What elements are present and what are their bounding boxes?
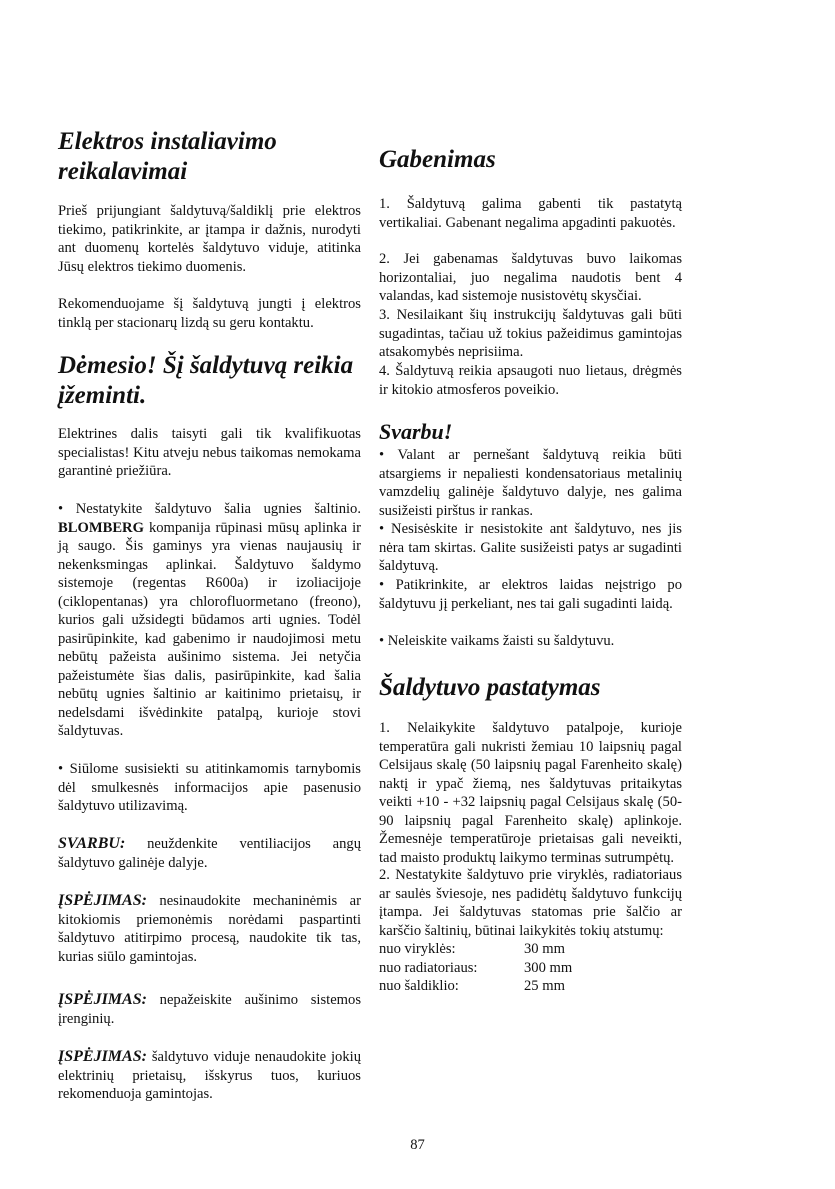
note-ispejimas-3-label: ĮSPĖJIMAS: [58, 1048, 147, 1065]
important-item-1: • Valant ar pernešant šaldytuvą reikia būti atsargiems ir nepaliesti kondensatoriaus metalinių vamzdelių galinėje šaldytuvo dalyje, nes galima susižeisti pirštus ir rankas. [379, 447, 682, 519]
placement-item-1: 1. Nelaikykite šaldytuvo patalpoje, kurioje temperatūra gali nukristi žemiau 10 laipsnių pagal Celsijaus skalę (50 laipsnių pagal Farenheito skalę) naktį ir ypač žiemą, nes šaldytuvas pritaikytas veikti +10 - +32 laipsnių pagal Celsijaus skalę (50-90 laipsnių pagal Farenheito skalę) aplinkoje. Žemesnėje temperatūroje prietaisas gali neveikti, tad maisto produktų laikymo terminas sutrumpėtų. [379, 720, 682, 866]
page-number: 87 [410, 1137, 425, 1153]
important-item-3: • Patikrinkite, ar elektros laidas neįstrigo po šaldytuvu jį perkeliant, nes tai gali sugadinti laidą. [379, 577, 682, 612]
note-svarbu [58, 835, 361, 872]
distance-list [379, 940, 682, 996]
brand-name: BLOMBERG [58, 519, 144, 536]
section-title-important: Svarbu! [379, 419, 453, 444]
section-title-placement: Šaldytuvo pastatymas [379, 674, 601, 701]
bullet-fire-source-continued: kompanija rūpinasi mūsų aplinka ir ją saugo. Šis gaminys yra vienas naujausių ir nekenksmingas aplinkai. Šaldytuvo šaldymo sistemoje (regentas R600a) ir izoliacijoje (ciklopentanas) yra chlorofluormetano (freono), kurios gali užsidegti būdamos arti ugnies. Todėl pasirūpinkite, kad gabenimo ir naudojimosi metu nebūtų pažeista aušinimo sistema. Jei netyčia pažeistumėte šias dalis, pasirūpinkite, kad šalia nebūtų ugnies šaltinio ar kaitinimo prietaisų, ir nedelsdami išvėdinkite patalpą, kurioje stovi šaldytuvas. [58, 519, 361, 739]
distance-row [379, 977, 682, 996]
note-svarbu-label: SVARBU: [58, 835, 126, 852]
note-ispejimas-1-label: ĮSPĖJIMAS: [58, 892, 147, 909]
note-ispejimas-2-label: ĮSPĖJIMAS: [58, 991, 147, 1008]
bullet-fire-source [58, 500, 361, 741]
distance-label: nuo viryklės: [379, 941, 456, 957]
important-item-2: • Nesisėskite ir nesistokite ant šaldytuvo, nes jis nėra tam skirtas. Galite susižeisti patys ar sugadinti šaldytuvą. [379, 521, 682, 574]
note-ispejimas-3 [58, 1048, 361, 1104]
transport-item-3: 3. Nesilaikant šių instrukcijų šaldytuvas gali būti sugadintas, tačiau už tokius pažeidimus gamintojas atsakomybės neprisiima. [379, 307, 682, 360]
distance-row [379, 959, 682, 978]
distance-label: nuo radiatoriaus: [379, 959, 478, 976]
important-item-4: • Neleiskite vaikams žaisti su šaldytuvu. [379, 633, 615, 649]
bullet-fire-source-text: • Nestatykite šaldytuvo šalia ugnies šaltinio. [58, 501, 361, 517]
distance-label: nuo šaldiklio: [379, 978, 459, 994]
paragraph-repair: Elektrines dalis taisyti gali tik kvalifikuotas specialistas! Kitu atveju nebus taikomas nemokama garantinė priežiūra. [58, 426, 361, 479]
paragraph-intro: Prieš prijungiant šaldytuvą/šaldiklį prie elektros tiekimo, patikrinkite, ar įtampa ir dažnis, nurodyti ant duomenų kortelės šaldytuvo viduje, atitinka Jūsų elektros tiekimo duomenis. [58, 203, 361, 275]
section-title-grounding-warning: Dėmesio! Šį šaldytuvą reikia įžeminti. [58, 352, 354, 409]
paragraph-recommendation: Rekomenduojame šį šaldytuvą jungti į elektros tinklą per stacionarų lizdą su geru kontaktu. [58, 296, 361, 331]
section-title-transport: Gabenimas [379, 146, 496, 173]
bullet-disposal: • Siūlome susisiekti su atitinkamomis tarnybomis dėl smulkesnės informacijos apie pasenusio šaldytuvo utilizavimą. [58, 761, 361, 814]
transport-item-2: 2. Jei gabenamas šaldytuvas buvo laikomas horizontaliai, juo negalima naudotis bent 4 valandas, kad sistemoje nusistovėtų skysčiai. [379, 251, 682, 304]
distance-value: 25 mm [524, 978, 565, 994]
note-ispejimas-3-text: šaldytuvo viduje nenaudokite jokių elektrinių prietaisų, išskyrus tuos, kuriuos rekomenduoja gamintojas. [58, 1049, 361, 1102]
note-ispejimas-2-text: nepažeiskite aušinimo sistemos įrenginių. [58, 992, 362, 1027]
distance-value: 300 mm [524, 959, 573, 976]
placement-item-2: 2. Nestatykite šaldytuvo prie viryklės, radiatoriaus ar saulės šviesoje, nes padidėtų šaldytuvo funkcijų įtampa. Jei šaldytuvas statomas prie šalčio ar karščio šaltinių, būtinai laikykitės tokių atstumų: [379, 867, 682, 939]
distance-value: 30 mm [524, 941, 565, 957]
note-svarbu-text: neuždenkite ventiliacijos angų šaldytuvo galinėje dalyje. [58, 836, 361, 871]
section-title-electrical: Elektros instaliavimo reikalavimai [58, 128, 277, 185]
note-ispejimas-2 [58, 991, 361, 1028]
distance-row [379, 940, 682, 959]
transport-item-4: 4. Šaldytuvą reikia apsaugoti nuo lietaus, drėgmės ir kitokio atmosferos poveikio. [379, 363, 682, 398]
transport-item-1: 1. Šaldytuvą galima gabenti tik pastatytą vertikaliai. Gabenant negalima apgadinti pakuotės. [379, 196, 682, 231]
note-ispejimas-1 [58, 892, 361, 966]
note-ispejimas-1-text: nesinaudokite mechaninėmis ar kitokiomis priemonėmis norėdami paspartinti šaldytuvo atitirpimo procesą, naudokite tik tas, kurias siūlo gamintojas. [58, 893, 361, 965]
